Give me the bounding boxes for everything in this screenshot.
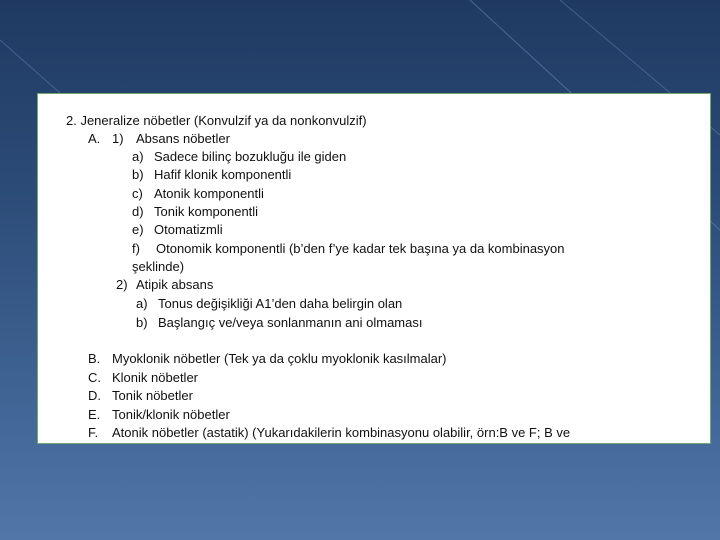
list-item: F. Atonik nöbetler (astatik) (Yukarıdakilerin kombinasyonu olabilir, örn:B ve F; B ve [88,425,571,440]
atypical-marker: 2) [116,277,128,292]
heading: 2. Jeneralize nöbetler (Konvulzif ya da nonkonvulzif) [66,113,367,128]
list-item: C. Klonik nöbetler [88,370,198,385]
absans-item: c) Atonik komponentli [132,186,264,201]
section-a-marker: A. [88,131,101,146]
absans-item: f) Otonomik komponentli (b’den f’ye kadar tek başına ya da kombinasyon [132,241,565,256]
absans-continuation: şeklinde) [132,259,185,274]
list-item: D. Tonik nöbetler [88,388,193,403]
absans-title: Absans nöbetler [136,131,230,146]
absans-item: a) Sadece bilinç bozukluğu ile giden [132,149,347,164]
atypical-item: b) Başlangıç ve/veya sonlanmanın ani olmaması [136,315,423,330]
absans-item: b) Hafif klonik komponentli [132,167,292,182]
list-item: E. Tonik/klonik nöbetler [88,407,230,422]
absans-item: e) Otomatizmli [132,222,223,237]
list-item: B. Myoklonik nöbetler (Tek ya da çoklu myoklonik kasılmalar) [88,351,447,366]
absans-item: d) Tonik komponentli [132,204,259,219]
atypical-item: a) Tonus değişikliği A1’den daha belirgin olan [136,296,403,311]
atypical-title: Atipik absans [136,277,214,292]
document-panel [37,93,711,444]
absans-marker: 1) [112,131,124,146]
